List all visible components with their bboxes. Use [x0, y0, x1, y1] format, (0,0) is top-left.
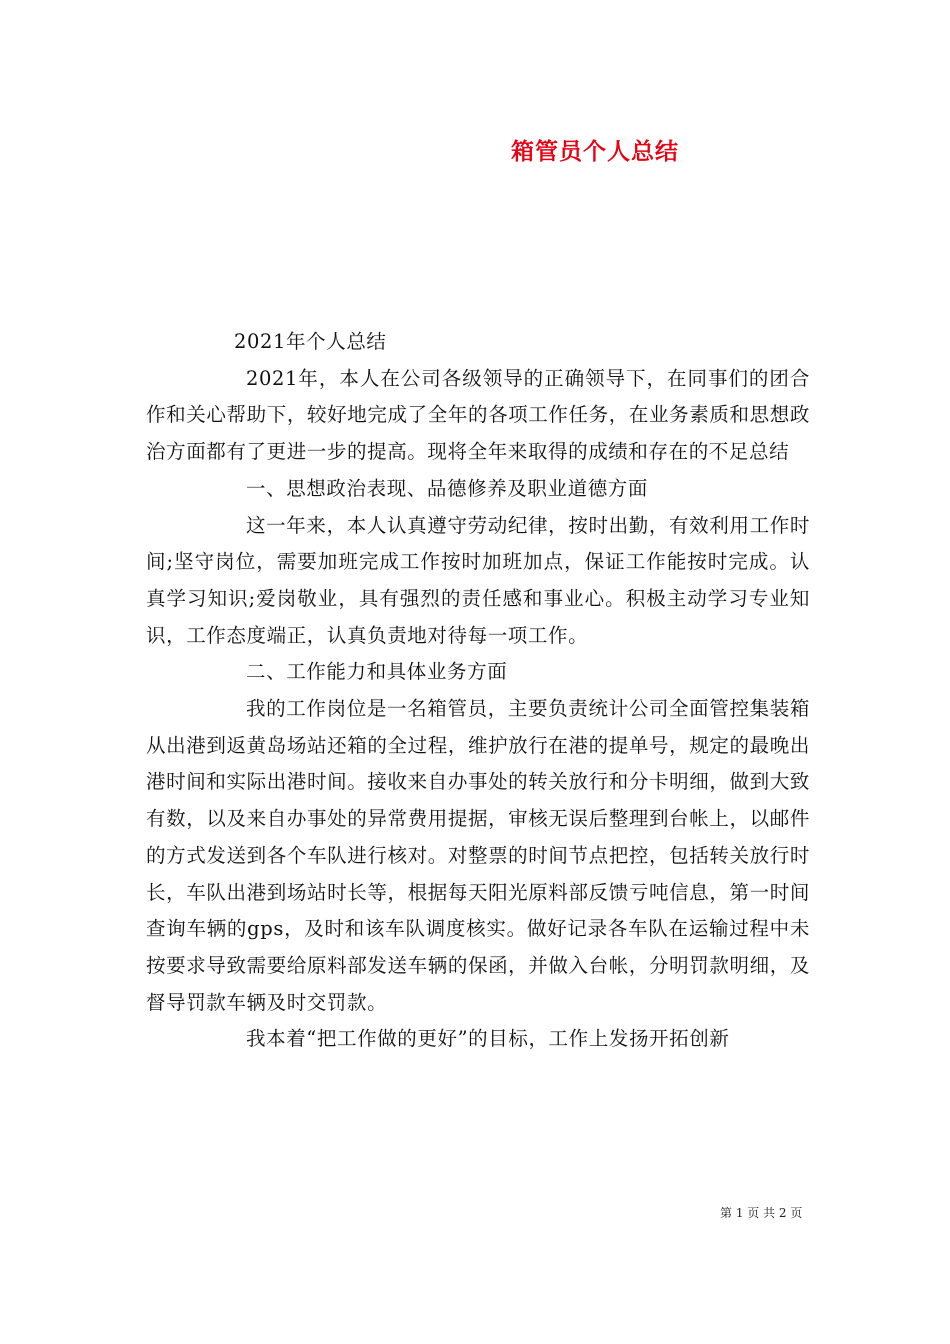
paragraph-goal: 我本着“把工作做的更好”的目标，工作上发扬开拓创新 — [246, 1027, 730, 1051]
paragraph-section-2: 我的工作岗位是一名箱管员，主要负责统计公司全面管控集装箱从出港到返黄岛场站还箱的全过程，维护放行在港的提单号，规定的最晚出港时间和实际出港时间。接收来自办事处的转关放行和分卡明细，做到大致有数，以及来自办事处的异常费用提据，审核无误后整理到台帐上，以邮件的方式发送到各个车队进行核对。对整票的时间节点把控，包括转关放行时长，车队出港到场站时长等，根据每天阳光原料部反馈亏吨信息，第一时间查询车辆的gps，及时和该车队调度核实。做好记录各车队在运输过程中未按要求导致需要给原料部发送车辆的保函，并做入台帐，分明罚款明细，及督导罚款车辆及时交罚款。 — [146, 697, 810, 1014]
paragraph-intro: 2021年，本人在公司各级领导的正确领导下，在同事们的团合作和关心帮助下，较好地完成了全年的各项工作任务，在业务素质和思想政治方面都有了更进一步的提高。现将全年来取得的成绩和存在的不足总结 — [146, 366, 810, 464]
document-body — [146, 324, 810, 1058]
page-number-footer: 第 1 页 共 2 页 — [720, 1206, 803, 1220]
paragraph-heading-year: 2021年个人总结 — [234, 330, 387, 353]
document-title: 箱管员个人总结 — [511, 139, 679, 165]
section-heading-1: 一、思想政治表现、品德修养及职业道德方面 — [246, 476, 649, 500]
section-heading-2: 二、工作能力和具体业务方面 — [246, 660, 508, 684]
paragraph-section-1: 这一年来，本人认真遵守劳动纪律，按时出勤，有效利用工作时间;坚守岗位，需要加班完成工作按时加班加点，保证工作能按时完成。认真学习知识;爱岗敬业，具有强烈的责任感和事业心。积极主动学习专业知识，工作态度端正，认真负责地对待每一项工作。 — [146, 513, 810, 647]
